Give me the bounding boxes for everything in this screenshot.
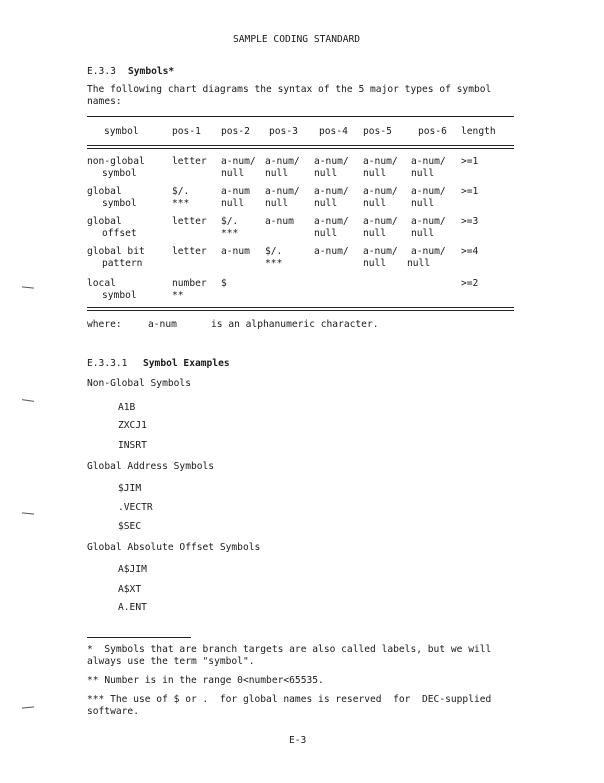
cell-pos-4: a-num/ — [314, 246, 349, 257]
cell-pos-4-line-2: null — [314, 198, 338, 209]
cell-pos-2: a-num — [221, 186, 250, 197]
cell-pos-5: a-num/ — [363, 156, 398, 167]
cell-pos-3: a-num — [265, 216, 294, 227]
margin-mark — [22, 512, 34, 514]
footnote-3-line-1: *** The use of $ or . for global names is reserved for DEC-supplied — [87, 694, 492, 705]
cell-length: >=2 — [461, 278, 479, 289]
intro-text-line-2: names: — [87, 96, 122, 107]
cell-pos-1: letter — [172, 246, 207, 257]
header-pos-1: pos-1 — [172, 126, 201, 137]
cell-length: >=1 — [461, 156, 479, 167]
group-title-non-global: Non-Global Symbols — [87, 378, 191, 389]
cell-pos-6: a-num/ — [411, 246, 446, 257]
where-term: a-num — [148, 319, 177, 330]
cell-pos-1: number — [172, 278, 207, 289]
cell-pos-5: a-num/ — [363, 246, 398, 257]
cell-pos-6-line-2: null — [411, 198, 435, 209]
cell-symbol-line-1: local — [87, 278, 116, 289]
cell-symbol-line-2: symbol — [102, 198, 137, 209]
cell-pos-4: a-num/ — [314, 216, 349, 227]
cell-pos-4: a-num/ — [314, 186, 349, 197]
cell-symbol-line-2: offset — [102, 228, 137, 239]
cell-pos-2: $/. — [221, 216, 239, 227]
footnote-1-line-2: always use the term "symbol". — [87, 656, 255, 667]
cell-symbol-line-1: global — [87, 186, 122, 197]
cell-symbol-line-1: global bit — [87, 246, 145, 257]
cell-pos-5-line-2: null — [363, 258, 387, 269]
cell-pos-3: a-num/ — [265, 156, 300, 167]
cell-pos-6-line-2: null — [407, 258, 431, 269]
footnote-rule — [87, 637, 191, 638]
cell-pos-6-line-2: null — [411, 228, 435, 239]
cell-pos-6: a-num/ — [411, 186, 446, 197]
table-top-rule — [87, 116, 514, 117]
cell-pos-6: a-num/ — [411, 216, 446, 227]
cell-pos-2-line-2: null — [221, 198, 245, 209]
header-pos-6: pos-6 — [418, 126, 447, 137]
cell-pos-3-line-2: *** — [265, 258, 283, 269]
header-pos-2: pos-2 — [221, 126, 250, 137]
cell-pos-2: a-num/ — [221, 156, 256, 167]
list-item: .VECTR — [118, 502, 153, 513]
footnote-3-line-2: software. — [87, 706, 139, 717]
header-pos-5: pos-5 — [363, 126, 392, 137]
header-symbol: symbol — [104, 126, 139, 137]
cell-length: >=1 — [461, 186, 479, 197]
cell-length: >=4 — [461, 246, 479, 257]
cell-pos-4: a-num/ — [314, 156, 349, 167]
cell-pos-1-line-2: *** — [172, 198, 190, 209]
table-bottom-rule — [87, 307, 514, 311]
list-item: $SEC — [118, 521, 142, 532]
section-number: E.3.3 — [87, 66, 116, 77]
cell-pos-3-line-2: null — [265, 168, 289, 179]
list-item: $JIM — [118, 483, 142, 494]
table-header-rule — [87, 145, 514, 149]
where-definition: is an alphanumeric character. — [211, 319, 379, 330]
list-item: A$JIM — [118, 564, 147, 575]
cell-pos-1-line-2: ** — [172, 290, 184, 301]
cell-symbol-line-1: non-global — [87, 156, 145, 167]
margin-mark — [22, 286, 34, 288]
page-number: E-3 — [289, 735, 307, 746]
cell-pos-1: letter — [172, 156, 207, 167]
cell-pos-5-line-2: null — [363, 168, 387, 179]
cell-symbol-line-1: global — [87, 216, 122, 227]
page-header-title: SAMPLE CODING STANDARD — [233, 34, 361, 45]
cell-pos-4-line-2: null — [314, 168, 338, 179]
header-length: length — [461, 126, 496, 137]
cell-pos-3-line-2: null — [265, 198, 289, 209]
section-title: Symbols* — [128, 66, 175, 77]
cell-symbol-line-2: symbol — [102, 290, 137, 301]
header-pos-4: pos-4 — [319, 126, 348, 137]
cell-pos-2-line-2: *** — [221, 228, 239, 239]
list-item: INSRT — [118, 440, 147, 451]
cell-symbol-line-2: pattern — [102, 258, 143, 269]
list-item: A.ENT — [118, 602, 147, 613]
cell-pos-1: $/. — [172, 186, 190, 197]
footnote-2: ** Number is in the range 0<number<65535. — [87, 675, 324, 686]
footnote-1-line-1: * Symbols that are branch targets are also called labels, but we will — [87, 644, 492, 655]
list-item: A1B — [118, 402, 136, 413]
cell-symbol-line-2: symbol — [102, 168, 137, 179]
cell-pos-6: a-num/ — [411, 156, 446, 167]
cell-length: >=3 — [461, 216, 479, 227]
subsection-title: Symbol Examples — [143, 358, 230, 369]
cell-pos-4-line-2: null — [314, 228, 338, 239]
where-label: where: — [87, 319, 122, 330]
cell-pos-3: a-num/ — [265, 186, 300, 197]
group-title-global-absolute-offset: Global Absolute Offset Symbols — [87, 542, 261, 553]
list-item: A$XT — [118, 584, 142, 595]
group-title-global-address: Global Address Symbols — [87, 461, 215, 472]
cell-pos-5-line-2: null — [363, 198, 387, 209]
cell-pos-2: $ — [221, 278, 227, 289]
cell-pos-2-line-2: null — [221, 168, 245, 179]
cell-pos-5: a-num/ — [363, 216, 398, 227]
subsection-number: E.3.3.1 — [87, 358, 128, 369]
cell-pos-2: a-num — [221, 246, 250, 257]
intro-text-line-1: The following chart diagrams the syntax of the 5 major types of symbol — [87, 84, 492, 95]
cell-pos-1: letter — [172, 216, 207, 227]
margin-mark — [22, 399, 34, 402]
list-item: ZXCJ1 — [118, 420, 147, 431]
cell-pos-6-line-2: null — [411, 168, 435, 179]
cell-pos-5: a-num/ — [363, 186, 398, 197]
header-pos-3: pos-3 — [269, 126, 298, 137]
margin-mark — [22, 706, 34, 708]
cell-pos-5-line-2: null — [363, 228, 387, 239]
cell-pos-3: $/. — [265, 246, 283, 257]
